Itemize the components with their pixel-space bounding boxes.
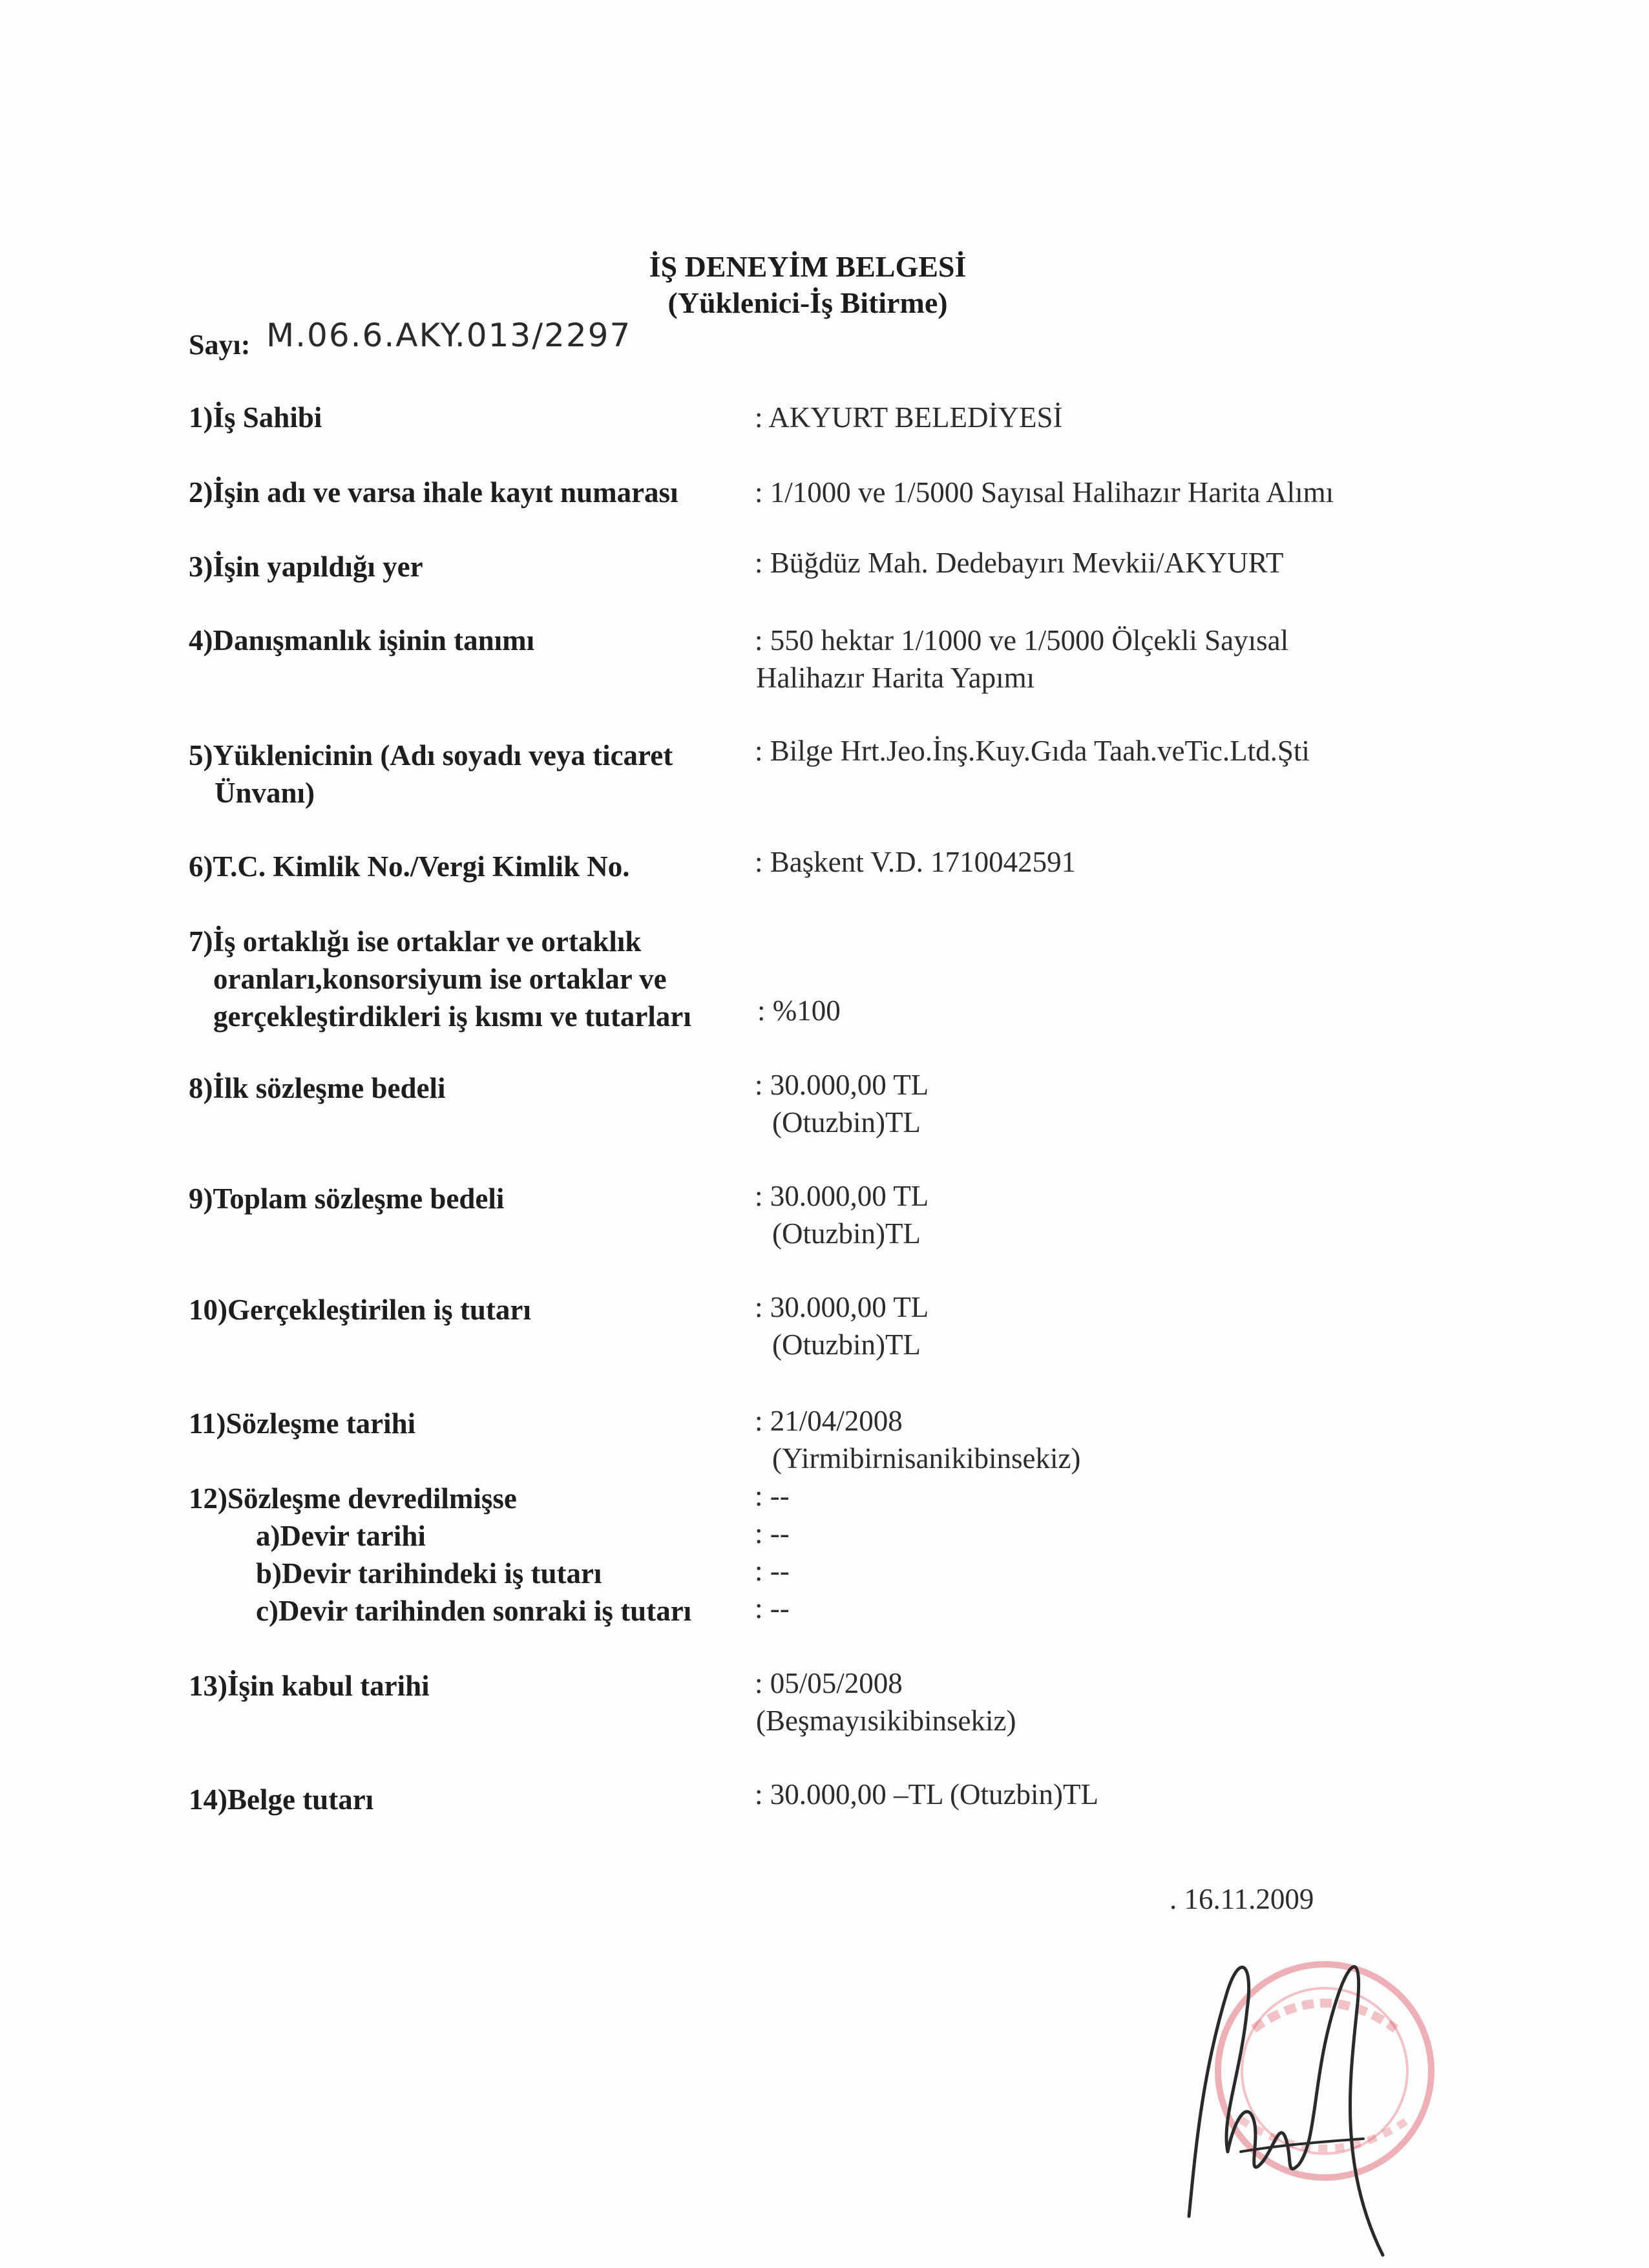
- document-title: İŞ DENEYİM BELGESİ: [649, 250, 967, 283]
- item-2-value: : 1/1000 ve 1/5000 Sayısal Halihazır Harita Alımı: [755, 476, 1334, 509]
- item-5-value: : Bilge Hrt.Jeo.İnş.Kuy.Gıda Taah.veTic.Ltd.Şti: [755, 735, 1310, 767]
- item-12b-value: : --: [755, 1555, 790, 1587]
- item-13-value-line2: (Beşmayısikibinsekiz): [756, 1705, 1016, 1737]
- item-8-value-line2: (Otuzbin)TL: [772, 1106, 921, 1139]
- document-subtitle: (Yüklenici-İş Bitirme): [667, 286, 948, 319]
- item-12a-label: a)Devir tarihi: [256, 1520, 426, 1552]
- item-7-label-line1: 7)İş ortaklığı ise ortaklar ve ortaklık: [189, 925, 642, 958]
- item-9-value-line2: (Otuzbin)TL: [772, 1217, 921, 1250]
- item-4-value-line2: Halihazır Harita Yapımı: [756, 662, 1035, 694]
- item-10-value-line1: : 30.000,00 TL: [755, 1291, 929, 1323]
- signature-icon: [1150, 1906, 1422, 2268]
- item-12a-value: : --: [755, 1517, 790, 1549]
- item-11-label: 11)Sözleşme tarihi: [189, 1407, 416, 1440]
- item-8-value-line1: : 30.000,00 TL: [755, 1069, 929, 1101]
- item-8-label: 8)İlk sözleşme bedeli: [189, 1072, 446, 1104]
- item-3-value: : Büğdüz Mah. Dedebayırı Mevkii/AKYURT: [755, 547, 1284, 579]
- item-9-label: 9)Toplam sözleşme bedeli: [189, 1182, 505, 1215]
- item-6-value: : Başkent V.D. 1710042591: [755, 846, 1077, 878]
- document-date: . 16.11.2009: [1170, 1883, 1314, 1915]
- item-4-label: 4)Danışmanlık işinin tanımı: [189, 624, 535, 656]
- sayi-label: Sayı:: [189, 329, 251, 361]
- item-5-label-line1: 5)Yüklenicinin (Adı soyadı veya ticaret: [189, 739, 673, 772]
- item-1-label: 1)İş Sahibi: [189, 401, 322, 434]
- item-3-label: 3)İşin yapıldığı yer: [189, 551, 423, 583]
- item-11-value-line1: : 21/04/2008: [755, 1405, 903, 1437]
- item-12c-value: : --: [755, 1592, 790, 1624]
- item-9-value-line1: : 30.000,00 TL: [755, 1180, 929, 1212]
- item-7-value: : %100: [757, 994, 841, 1027]
- item-14-label: 14)Belge tutarı: [189, 1783, 374, 1816]
- item-14-value: : 30.000,00 –TL (Otuzbin)TL: [755, 1778, 1098, 1811]
- item-13-label: 13)İşin kabul tarihi: [189, 1670, 430, 1702]
- item-7-label-line3: gerçekleştirdikleri iş kısmı ve tutarları: [213, 1000, 691, 1033]
- item-12-value: : --: [755, 1480, 790, 1512]
- item-4-value-line1: : 550 hektar 1/1000 ve 1/5000 Ölçekli Sayısal: [755, 624, 1289, 656]
- item-10-label: 10)Gerçekleştirilen iş tutarı: [189, 1294, 531, 1326]
- item-12c-label: c)Devir tarihinden sonraki iş tutarı: [256, 1595, 692, 1627]
- item-5-label-line2: Ünvanı): [215, 777, 315, 809]
- item-12b-label: b)Devir tarihindeki iş tutarı: [256, 1557, 602, 1590]
- document-title-block: [582, 249, 1034, 321]
- item-11-value-line2: (Yirmibirnisanikibinsekiz): [772, 1442, 1081, 1475]
- item-12-label: 12)Sözleşme devredilmişse: [189, 1482, 517, 1515]
- item-10-value-line2: (Otuzbin)TL: [772, 1328, 921, 1361]
- sayi-value: M.06.6.AKY.013/2297: [266, 317, 632, 354]
- item-7-label-line2: oranları,konsorsiyum ise ortaklar ve: [213, 963, 667, 995]
- item-13-value-line1: : 05/05/2008: [755, 1667, 903, 1699]
- item-1-value: : AKYURT BELEDİYESİ: [755, 401, 1063, 434]
- item-2-label: 2)İşin adı ve varsa ihale kayıt numarası: [189, 476, 678, 509]
- item-6-label: 6)T.C. Kimlik No./Vergi Kimlik No.: [189, 850, 630, 883]
